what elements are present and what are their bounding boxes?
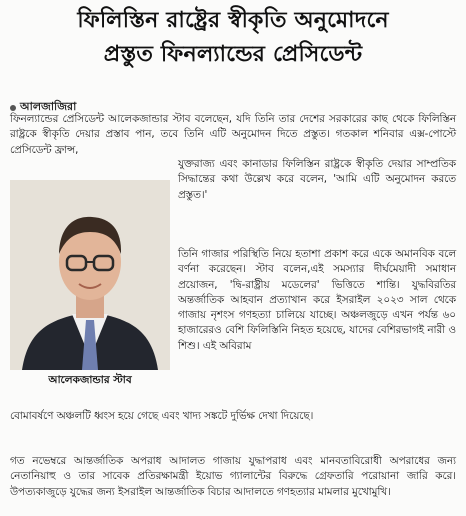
headline (6, 4, 460, 72)
bullet-icon (10, 105, 16, 111)
article-paragraph-3: তিনি গাজার পরিস্থিতি নিয়ে হতাশা প্রকাশ করে একে অমানবিক বলে বর্ণনা করেছেন। স্টাব বলেন,এই সমস্যার দীর্ঘমেয়াদী সমাধান প্রয়োজন, 'দ্বি-রাষ্ট্রীয় মডেলের' ভিত্তিতে শান্তি। যুদ্ধবিরতির অন্তর্জাতিক আহবান প্রত্যাখান করে ইসরাইল ২০২৩ সাল থেকে গাজায় নৃশংস গণহত্যা চালিয়ে যাচ্ছে। অঞ্চলজুড়ে এখন পর্যন্ত ৬০ হাজারেরও বেশি ফিলিস্তিনি নিহত হয়েছে, যাদের বেশিরভাগই নারী ও শিশু। এই অবিরাম (178, 248, 456, 352)
photo-caption: আলেকজান্ডার স্টাব (48, 374, 132, 386)
headline-line-1: ফিলিস্তিন রাষ্ট্রের স্বীকৃতি অনুমোদনে (77, 8, 389, 33)
portrait-photo (10, 180, 170, 370)
article-paragraph-1: ফিনল্যান্ডের প্রেসিডেন্ট আলেকজান্ডার স্টাব বলেছেন, যদি তিনি তার দেশের সরকারের কাছ থেকে ফিলিস্তিন রাষ্ট্রকে স্বীকৃতি দেয়ার প্রস্তাব পান, তবে তিনি এটি অনুমোদন দিতে প্রস্তুত। গতকাল শনিবার এক্স-পোস্টে প্রেসিডেন্ট ফ্রান্স, (10, 113, 456, 156)
portrait-illustration (10, 180, 170, 370)
source-name: আলজাজিরা (20, 100, 77, 113)
article-paragraph-5: গত নভেম্বরে আন্তর্জাতিক অপরাধ আদালত গাজায় যুদ্ধাপরাধ এবং মানবতাবিরোধী অপরাধের জন্য নেতানিয়াহু ও তার সাবেক প্রতিরক্ষামন্ত্রী ইয়োভ গ্যালান্টের বিরুদ্ধে গ্রেফতারি পরোয়ানা জারি করে। উপত্যকাজুড়ে যুদ্ধের জন্য ইসরাইল আন্তর্জাতিক বিচার আদালতে গণহত্যার মামলার মুখোমুখি। (10, 455, 456, 498)
headline-line-2: প্রস্তুত ফিনল্যান্ডের প্রেসিডেন্ট (103, 42, 363, 67)
article-paragraph-2: যুক্তরাজ্য এবং কানাডার ফিলিস্তিন রাষ্ট্রকে স্বীকৃতি দেয়ার সাম্প্রতিক সিদ্ধান্তের কথা উল্লেখ করে বলেন, 'আমি এটি অনুমোদন করতে প্রস্তুত।' (178, 158, 456, 201)
article-paragraph-4: বোমাবর্ষণে অঞ্চলটি ধ্বংস হয়ে গেছে এবং খাদ্য সঙ্কটে দুর্ভিক্ষ দেখা দিয়েছে। (10, 410, 314, 422)
